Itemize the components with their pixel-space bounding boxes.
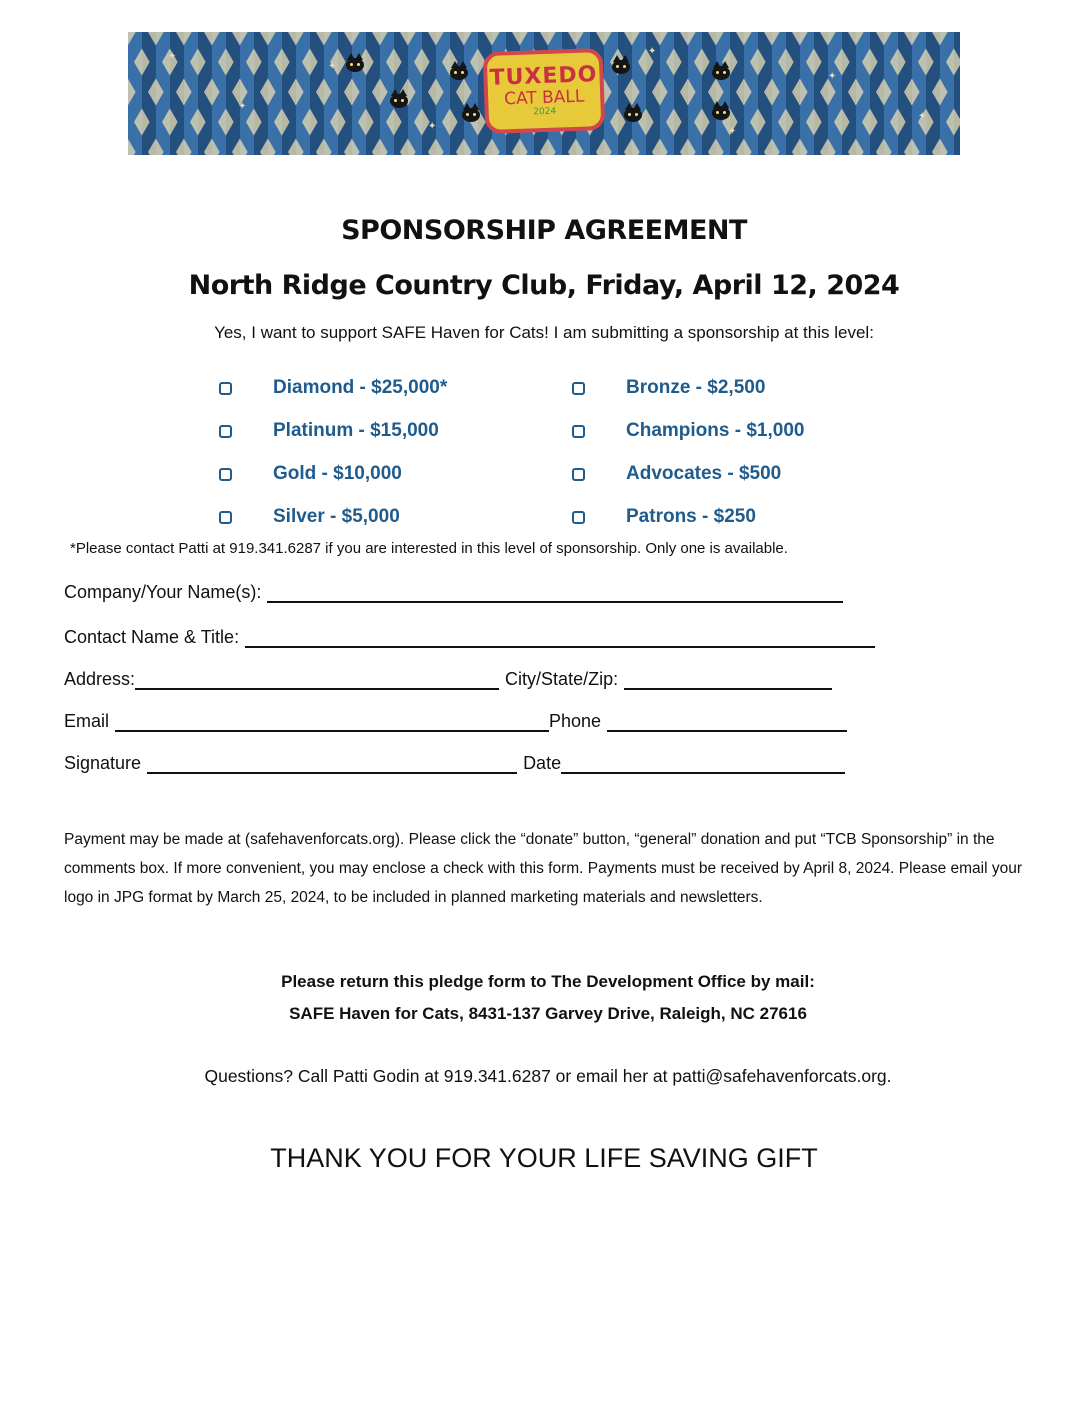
cat-icon: [624, 108, 642, 122]
level-option-patrons[interactable]: [566, 505, 756, 529]
payment-instructions: Payment may be made at (safehavenforcats.org). Please click the “donate” button, “general” donation and put “TCB Sponsorship” in the comments box. If more convenient, you may enclose a check with this form. Payments must be received by April 8, 2024. Please email your logo in JPG format by March 25, 2024, to be included in planned marketing materials and newsletters.: [64, 831, 1022, 906]
logo-line2: CAT BALL: [503, 86, 585, 110]
level-checkbox[interactable]: [572, 382, 585, 395]
address-label: Address:: [64, 669, 136, 689]
level-label: Gold - $10,000: [273, 463, 402, 484]
return-instructions: Please return this pledge form to The Development Office by mail:: [281, 972, 815, 991]
phone-input-line[interactable]: [607, 714, 847, 732]
level-option-champions[interactable]: [566, 419, 804, 443]
level-option-advocates[interactable]: [566, 462, 781, 486]
cat-icon: [450, 66, 468, 80]
star-icon: ✦: [728, 126, 737, 137]
page-title: SPONSORSHIP AGREEMENT: [341, 215, 747, 246]
thank-you-message: THANK YOU FOR YOUR LIFE SAVING GIFT: [270, 1143, 818, 1173]
diamond-note: *Please contact Patti at 919.341.6287 if you are interested in this level of sponsorship. Only one is available.: [70, 540, 788, 557]
contact-input-line[interactable]: [245, 630, 875, 648]
level-checkbox[interactable]: [219, 511, 232, 524]
star-icon: ✦: [168, 51, 177, 62]
star-icon: ✦: [918, 111, 927, 122]
star-icon: ✦: [328, 61, 337, 72]
cat-icon: [390, 94, 408, 108]
level-label: Patrons - $250: [626, 506, 756, 527]
cat-icon: [712, 106, 730, 120]
star-icon: ✦: [428, 121, 437, 132]
level-checkbox[interactable]: [219, 425, 232, 438]
logo-line1: TUXEDO: [489, 62, 598, 91]
company-label: Company/Your Name(s):: [64, 582, 262, 602]
signature-label: Signature: [64, 753, 142, 773]
level-label: Advocates - $500: [626, 463, 782, 484]
star-icon: ✦: [828, 71, 837, 82]
date-input-line[interactable]: [561, 756, 845, 774]
company-input-line[interactable]: [267, 585, 843, 603]
star-icon: ✦: [648, 46, 657, 57]
address-input-line[interactable]: [135, 672, 499, 690]
city-label: City/State/Zip:: [505, 669, 619, 689]
cat-icon: [712, 66, 730, 80]
level-option-silver[interactable]: [213, 505, 400, 529]
questions-contact: Questions? Call Patti Godin at 919.341.6287 or email her at patti@safehavenforcats.org.: [204, 1066, 892, 1086]
level-checkbox[interactable]: [572, 468, 585, 481]
address-field-row: [64, 669, 832, 690]
level-label: Bronze - $2,500: [626, 377, 766, 398]
level-checkbox[interactable]: [572, 511, 585, 524]
cat-icon: [346, 58, 364, 72]
level-checkbox[interactable]: [572, 425, 585, 438]
signature-input-line[interactable]: [147, 756, 517, 774]
level-option-gold[interactable]: [213, 462, 402, 486]
email-input-line[interactable]: [115, 714, 549, 732]
email-label: Email: [64, 711, 110, 731]
tuxedo-cat-ball-banner: [128, 32, 960, 155]
phone-label: Phone: [549, 711, 602, 731]
star-icon: ✦: [238, 101, 247, 112]
email-field-row: [64, 711, 847, 732]
level-checkbox[interactable]: [219, 382, 232, 395]
company-field-row: [64, 582, 843, 603]
level-option-platinum[interactable]: [213, 419, 439, 443]
intro-text: Yes, I want to support SAFE Haven for Cats! I am submitting a sponsorship at this level:: [214, 323, 874, 342]
level-label: Champions - $1,000: [626, 420, 805, 441]
signature-field-row: [64, 753, 845, 774]
level-label: Diamond - $25,000*: [273, 377, 448, 398]
level-option-bronze[interactable]: [566, 376, 765, 400]
cat-icon: [462, 108, 480, 122]
contact-label: Contact Name & Title:: [64, 627, 240, 647]
city-input-line[interactable]: [624, 672, 832, 690]
logo-line3: 2024: [533, 106, 557, 118]
event-subtitle: North Ridge Country Club, Friday, April 12, 2024: [188, 270, 900, 301]
level-label: Platinum - $15,000: [273, 420, 439, 441]
level-option-diamond[interactable]: [213, 376, 447, 400]
contact-field-row: [64, 627, 875, 648]
date-label: Date: [523, 753, 562, 773]
cat-icon: [612, 60, 630, 74]
tuxedo-cat-ball-logo: [483, 48, 606, 134]
level-checkbox[interactable]: [219, 468, 232, 481]
mailing-address: SAFE Haven for Cats, 8431-137 Garvey Drive, Raleigh, NC 27616: [289, 1004, 807, 1023]
level-label: Silver - $5,000: [273, 506, 400, 527]
